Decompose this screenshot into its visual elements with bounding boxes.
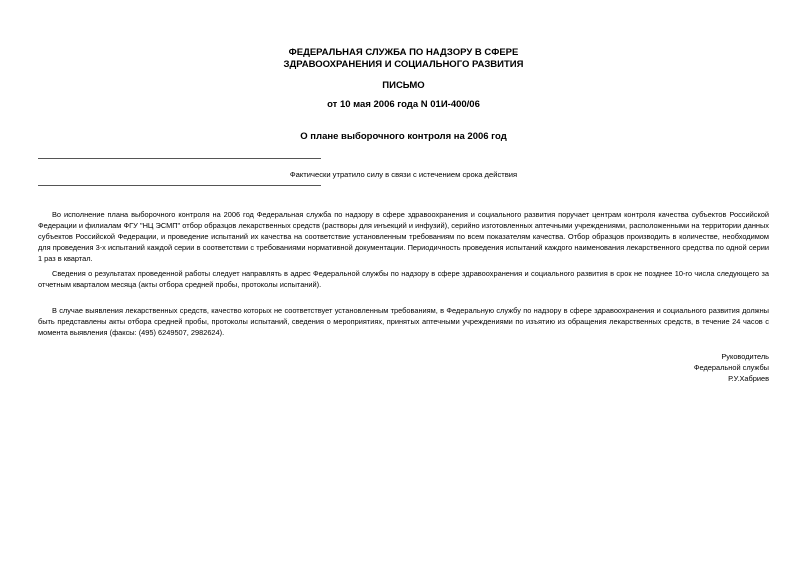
- document-type: ПИСЬМО: [382, 80, 425, 91]
- authority-line-1: ФЕДЕРАЛЬНАЯ СЛУЖБА ПО НАДЗОРУ В СФЕРЕ: [288, 47, 519, 58]
- signatory-name: Р.У.Хабриев: [728, 374, 769, 383]
- issuing-authority: [0, 47, 807, 71]
- divider-bottom: [38, 185, 321, 186]
- document-subject: О плане выборочного контроля на 2006 год: [300, 131, 507, 142]
- divider-top: [38, 158, 321, 159]
- body-paragraph-3: В случае выявления лекарственных средств, качество которых не соответствует установленным требованиям, в Федеральную службу по надзору в сфере здравоохранения и социального развития должны быть представлены акты отбора средней пробы, протоколы испытаний, сведения о мероприятиях, принятых аптечными учреждениями по изъятию из обращения лекарственных средств, в течение 24 часов с момента выявления (факсы: (495) 6249507, 2982624).: [38, 306, 769, 337]
- document-date-number: от 10 мая 2006 года N 01И-400/06: [327, 99, 480, 110]
- body-paragraph-1: Во исполнение плана выборочного контроля на 2006 год Федеральная служба по надзору в сфере здравоохранения и социального развития поручает центрам контроля качества субъектов Российской Федерации и филиалам ФГУ "НЦ ЭСМП" отбор образцов лекарственных средств (растворы для инъекций и инфузий), серийно изготовленных аптечными учреждениями, расположенными на территории данных субъектов Российской Федерации, и проведение испытаний их качества на соответствие установленным требованиям по всем показателям качества. Отбор образцов производить в количестве, необходимом для проведения 3-х испытаний каждой серии в соответствии с требованиями нормативной документации. Периодичность проведения испытаний каждого наименования лекарственного средства по одной серии 1 раз в квартал.: [38, 210, 769, 263]
- signature-block: [694, 351, 769, 384]
- authority-line-2: ЗДРАВООХРАНЕНИЯ И СОЦИАЛЬНОГО РАЗВИТИЯ: [283, 59, 524, 70]
- signatory-organization: Федеральной службы: [693, 363, 769, 372]
- status-note: Фактически утратило силу в связи с истечением срока действия: [289, 170, 518, 179]
- signatory-title: Руководитель: [721, 352, 769, 361]
- body-paragraph-2: Сведения о результатах проведенной работы следует направлять в адрес Федеральной службы по надзору в сфере здравоохранения и социального развития в срок не позднее 10-го числа следующего за отчетным кварталом месяца (акты отбора средней пробы, протоколы испытаний).: [38, 269, 769, 289]
